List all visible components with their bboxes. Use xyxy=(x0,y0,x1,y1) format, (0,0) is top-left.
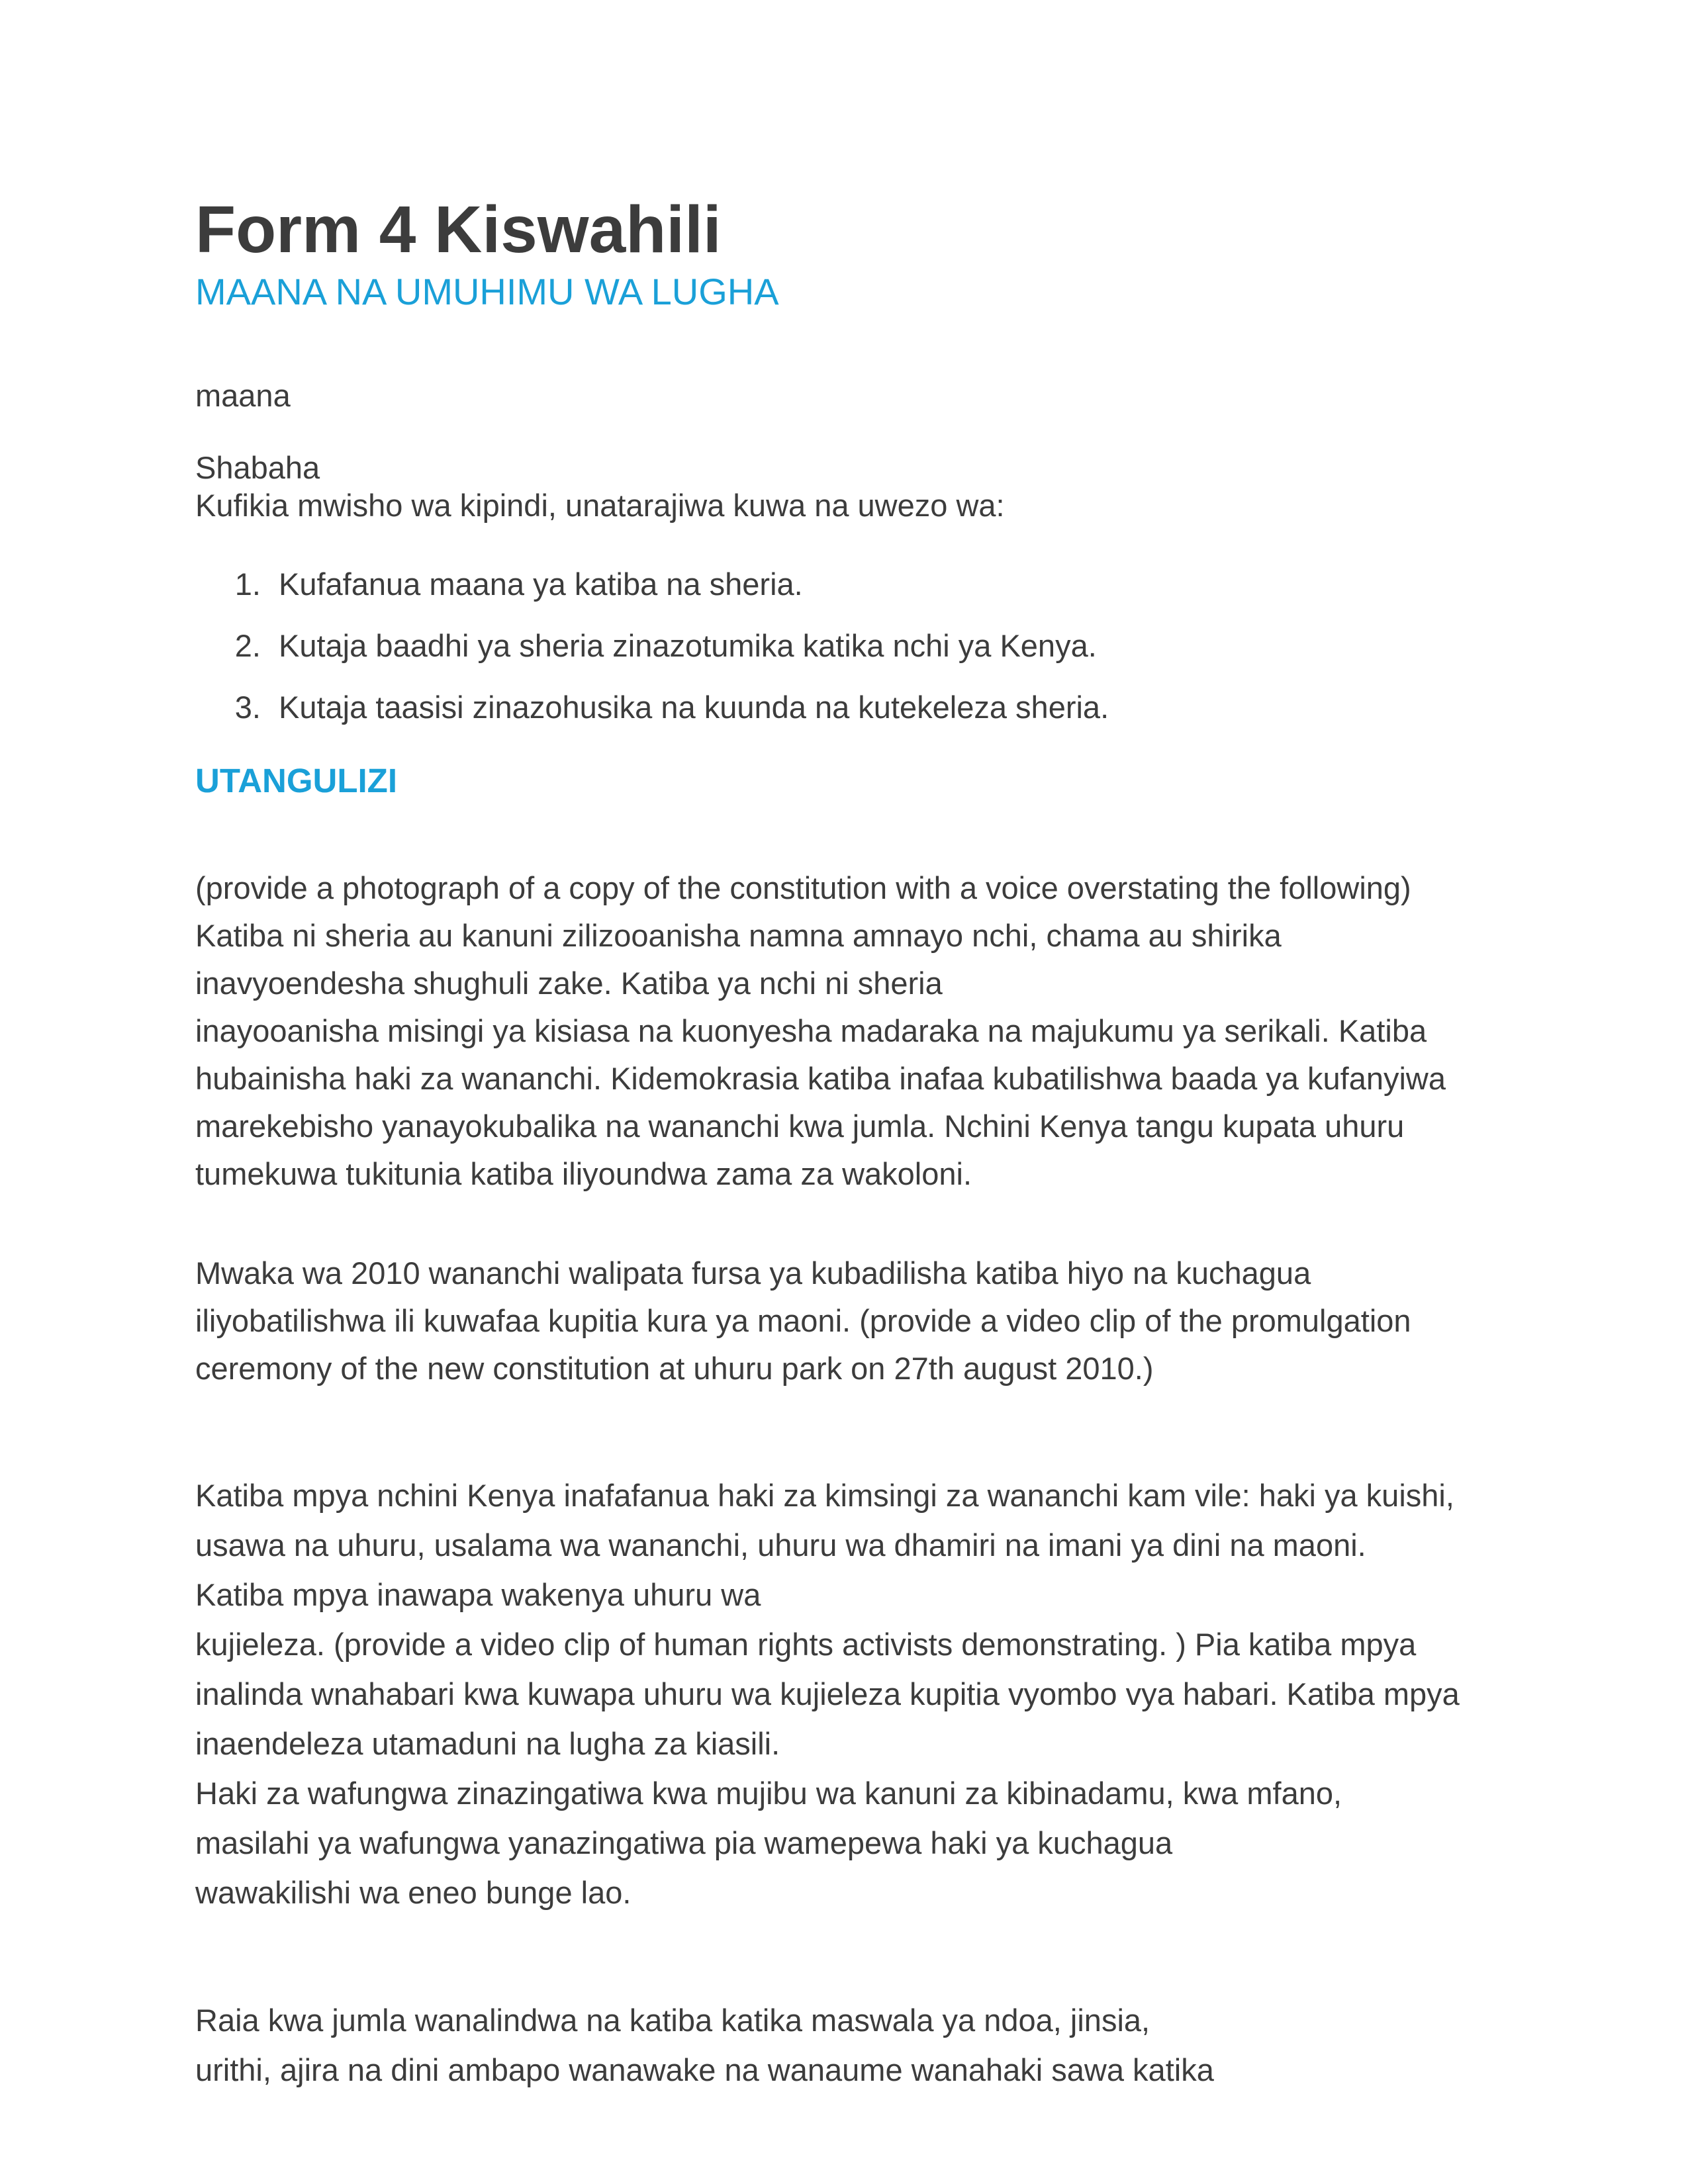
section-heading: UTANGULIZI xyxy=(195,762,398,799)
paragraph-line: inalinda wnahabari kwa kuwapa uhuru wa kujieleza kupitia vyombo vya habari. Katiba mpya xyxy=(195,1676,1460,1711)
body-paragraph xyxy=(195,1471,1489,1917)
paragraph-line: kujieleza. (provide a video clip of human rights activists demonstrating. ) Pia katiba mpya xyxy=(195,1627,1417,1662)
document-subtitle: MAANA NA UMUHIMU WA LUGHA xyxy=(195,271,779,312)
paragraph-line: masilahi ya wafungwa yanazingatiwa pia wamepewa haki ya kuchagua xyxy=(195,1825,1173,1860)
paragraph-line: inaendeleza utamaduni na lugha za kiasili. xyxy=(195,1726,780,1761)
document-title: Form 4 Kiswahili xyxy=(195,193,722,267)
paragraph-line: hubainisha haki za wananchi. Kidemokrasia katiba inafaa kubatilishwa baada ya kufanyiwa xyxy=(195,1061,1446,1096)
objective-item: 3. Kutaja taasisi zinazohusika na kuunda na kutekeleza sheria. xyxy=(269,688,1489,726)
body-paragraph xyxy=(195,449,1489,524)
objective-item: 2. Kutaja baadhi ya sheria zinazotumika katika nchi ya Kenya. xyxy=(269,627,1489,664)
paragraph-line: ceremony of the new constitution at uhuru park on 27th august 2010.) xyxy=(195,1351,1154,1386)
paragraph-line: (provide a photograph of a copy of the constitution with a voice overstating the following) xyxy=(195,870,1411,905)
body-paragraph xyxy=(195,377,1489,414)
paragraph-line: Kufikia mwisho wa kipindi, unatarajiwa kuwa na uwezo wa: xyxy=(195,488,1005,523)
paragraph-line: Shabaha xyxy=(195,450,320,485)
paragraph-line: urithi, ajira na dini ambapo wanawake na wanaume wanahaki sawa katika xyxy=(195,2052,1214,2087)
paragraph-line: Haki za wafungwa zinazingatiwa kwa mujibu wa kanuni za kibinadamu, kwa mfano, xyxy=(195,1776,1342,1811)
paragraph-line: Raia kwa jumla wanalindwa na katiba katika maswala ya ndoa, jinsia, xyxy=(195,2003,1150,2038)
document-body xyxy=(195,377,1489,2095)
paragraph-line: inayooanisha misingi ya kisiasa na kuonyesha madaraka na majukumu ya serikali. Katiba xyxy=(195,1013,1427,1048)
paragraph-line: marekebisho yanayokubalika na wananchi kwa jumla. Nchini Kenya tangu kupata uhuru xyxy=(195,1109,1405,1144)
paragraph-line: Katiba mpya nchini Kenya inafafanua haki za kimsingi za wananchi kam vile: haki ya kuishi, xyxy=(195,1478,1454,1513)
body-paragraph xyxy=(195,1995,1489,2095)
paragraph-line: Katiba ni sheria au kanuni zilizooanisha namna amnayo nchi, chama au shirika xyxy=(195,918,1282,953)
paragraph-line: Katiba mpya inawapa wakenya uhuru wa xyxy=(195,1577,761,1612)
objectives-list xyxy=(195,565,1489,726)
paragraph-line: inavyoendesha shughuli zake. Katiba ya nchi ni sheria xyxy=(195,966,943,1001)
paragraph-line: wawakilishi wa eneo bunge lao. xyxy=(195,1875,632,1910)
paragraph-line: tumekuwa tukitunia katiba iliyoundwa zama za wakoloni. xyxy=(195,1156,972,1191)
paragraph-line: maana xyxy=(195,378,291,413)
paragraph-line: Mwaka wa 2010 wananchi walipata fursa ya kubadilisha katiba hiyo na kuchagua xyxy=(195,1255,1311,1291)
paragraph-line: usawa na uhuru, usalama wa wananchi, uhuru wa dhamiri na imani ya dini na maoni. xyxy=(195,1527,1366,1563)
body-paragraph xyxy=(195,1250,1489,1392)
objective-item: 1. Kufafanua maana ya katiba na sheria. xyxy=(269,565,1489,603)
paragraph-line: iliyobatilishwa ili kuwafaa kupitia kura ya maoni. (provide a video clip of the promulgation xyxy=(195,1303,1411,1338)
body-paragraph xyxy=(195,864,1489,1198)
